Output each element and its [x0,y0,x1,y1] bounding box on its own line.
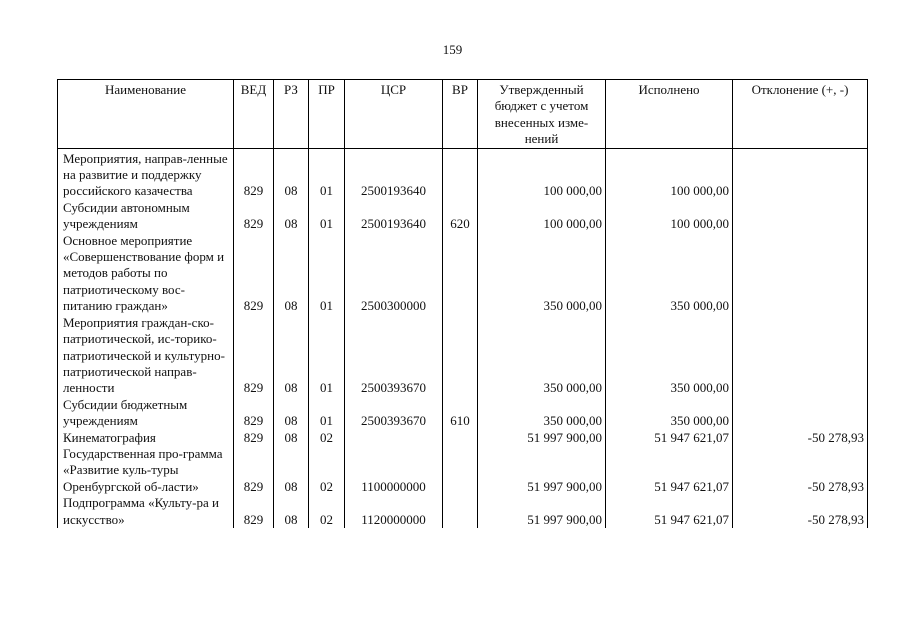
cell-rz: 08 [274,446,309,495]
cell-name: Мероприятия граждан-ско-патриотической, ис-торико-патриотической и культурно-патриотической направ-ленности [58,315,234,397]
cell-name: Подпрограмма «Культу-ра и искусство» [58,495,234,528]
cell-executed: 51 947 621,07 [606,495,733,528]
table-row [58,315,868,397]
cell-executed: 350 000,00 [606,315,733,397]
cell-ved: 829 [234,430,274,446]
cell-executed: 51 947 621,07 [606,430,733,446]
cell-executed: 100 000,00 [606,200,733,233]
cell-deviation: -50 278,93 [733,446,868,495]
table-row [58,148,868,200]
cell-executed: 51 947 621,07 [606,446,733,495]
header-executed: Исполнено [606,80,733,149]
cell-pr: 01 [309,148,345,200]
cell-approved-budget: 100 000,00 [478,200,606,233]
header-pr: ПР [309,80,345,149]
cell-deviation: -50 278,93 [733,430,868,446]
header-name: Наименование [58,80,234,149]
cell-vr [443,430,478,446]
header-ved: ВЕД [234,80,274,149]
header-deviation: Отклонение (+, -) [733,80,868,149]
table-row [58,397,868,430]
table-row [58,200,868,233]
cell-executed: 350 000,00 [606,233,733,315]
cell-ved: 829 [234,495,274,528]
cell-rz: 08 [274,397,309,430]
header-vr: ВР [443,80,478,149]
cell-rz: 08 [274,200,309,233]
cell-ved: 829 [234,233,274,315]
table-row [58,495,868,528]
cell-name: Мероприятия, направ-ленные на развитие и поддержку российского казачества [58,148,234,200]
header-rz: РЗ [274,80,309,149]
cell-executed: 350 000,00 [606,397,733,430]
cell-deviation [733,148,868,200]
cell-rz: 08 [274,430,309,446]
table-row [58,446,868,495]
cell-csr: 2500393670 [345,397,443,430]
cell-rz: 08 [274,315,309,397]
table-body [58,148,868,528]
cell-vr: 620 [443,200,478,233]
table-header-row [58,80,868,149]
page-number: 159 [442,42,463,57]
cell-approved-budget: 100 000,00 [478,148,606,200]
cell-csr [345,430,443,446]
cell-pr: 01 [309,315,345,397]
cell-approved-budget: 350 000,00 [478,233,606,315]
cell-pr: 02 [309,495,345,528]
cell-approved-budget: 350 000,00 [478,397,606,430]
table-row [58,233,868,315]
cell-ved: 829 [234,148,274,200]
cell-name: Субсидии бюджетным учреждениям [58,397,234,430]
cell-csr: 2500393670 [345,315,443,397]
cell-csr: 1120000000 [345,495,443,528]
cell-name: Государственная про-грамма «Развитие куль-туры Оренбургской об-ласти» [58,446,234,495]
header-csr: ЦСР [345,80,443,149]
cell-deviation [733,315,868,397]
cell-name: Основное мероприятие «Совершенствование форм и методов работы по патриотическому вос-питанию граждан» [58,233,234,315]
cell-deviation: -50 278,93 [733,495,868,528]
cell-executed: 100 000,00 [606,148,733,200]
cell-approved-budget: 350 000,00 [478,315,606,397]
cell-name: Кинематография [58,430,234,446]
cell-approved-budget: 51 997 900,00 [478,446,606,495]
cell-pr: 02 [309,430,345,446]
cell-vr [443,446,478,495]
cell-pr: 01 [309,397,345,430]
cell-deviation [733,397,868,430]
cell-ved: 829 [234,315,274,397]
cell-csr: 1100000000 [345,446,443,495]
table-row [58,430,868,446]
cell-pr: 01 [309,200,345,233]
cell-rz: 08 [274,495,309,528]
cell-vr [443,315,478,397]
cell-deviation [733,200,868,233]
cell-approved-budget: 51 997 900,00 [478,430,606,446]
cell-csr: 2500193640 [345,148,443,200]
cell-rz: 08 [274,148,309,200]
cell-ved: 829 [234,200,274,233]
cell-ved: 829 [234,397,274,430]
cell-deviation [733,233,868,315]
cell-vr [443,148,478,200]
cell-csr: 2500193640 [345,200,443,233]
budget-execution-table [57,79,868,528]
header-approved-budget: Утвержденный бюджет с учетом внесенных изме-нений [478,80,606,149]
cell-vr [443,495,478,528]
cell-pr: 01 [309,233,345,315]
cell-csr: 2500300000 [345,233,443,315]
cell-rz: 08 [274,233,309,315]
cell-vr [443,233,478,315]
cell-name: Субсидии автономным учреждениям [58,200,234,233]
cell-vr: 610 [443,397,478,430]
cell-pr: 02 [309,446,345,495]
cell-ved: 829 [234,446,274,495]
cell-approved-budget: 51 997 900,00 [478,495,606,528]
